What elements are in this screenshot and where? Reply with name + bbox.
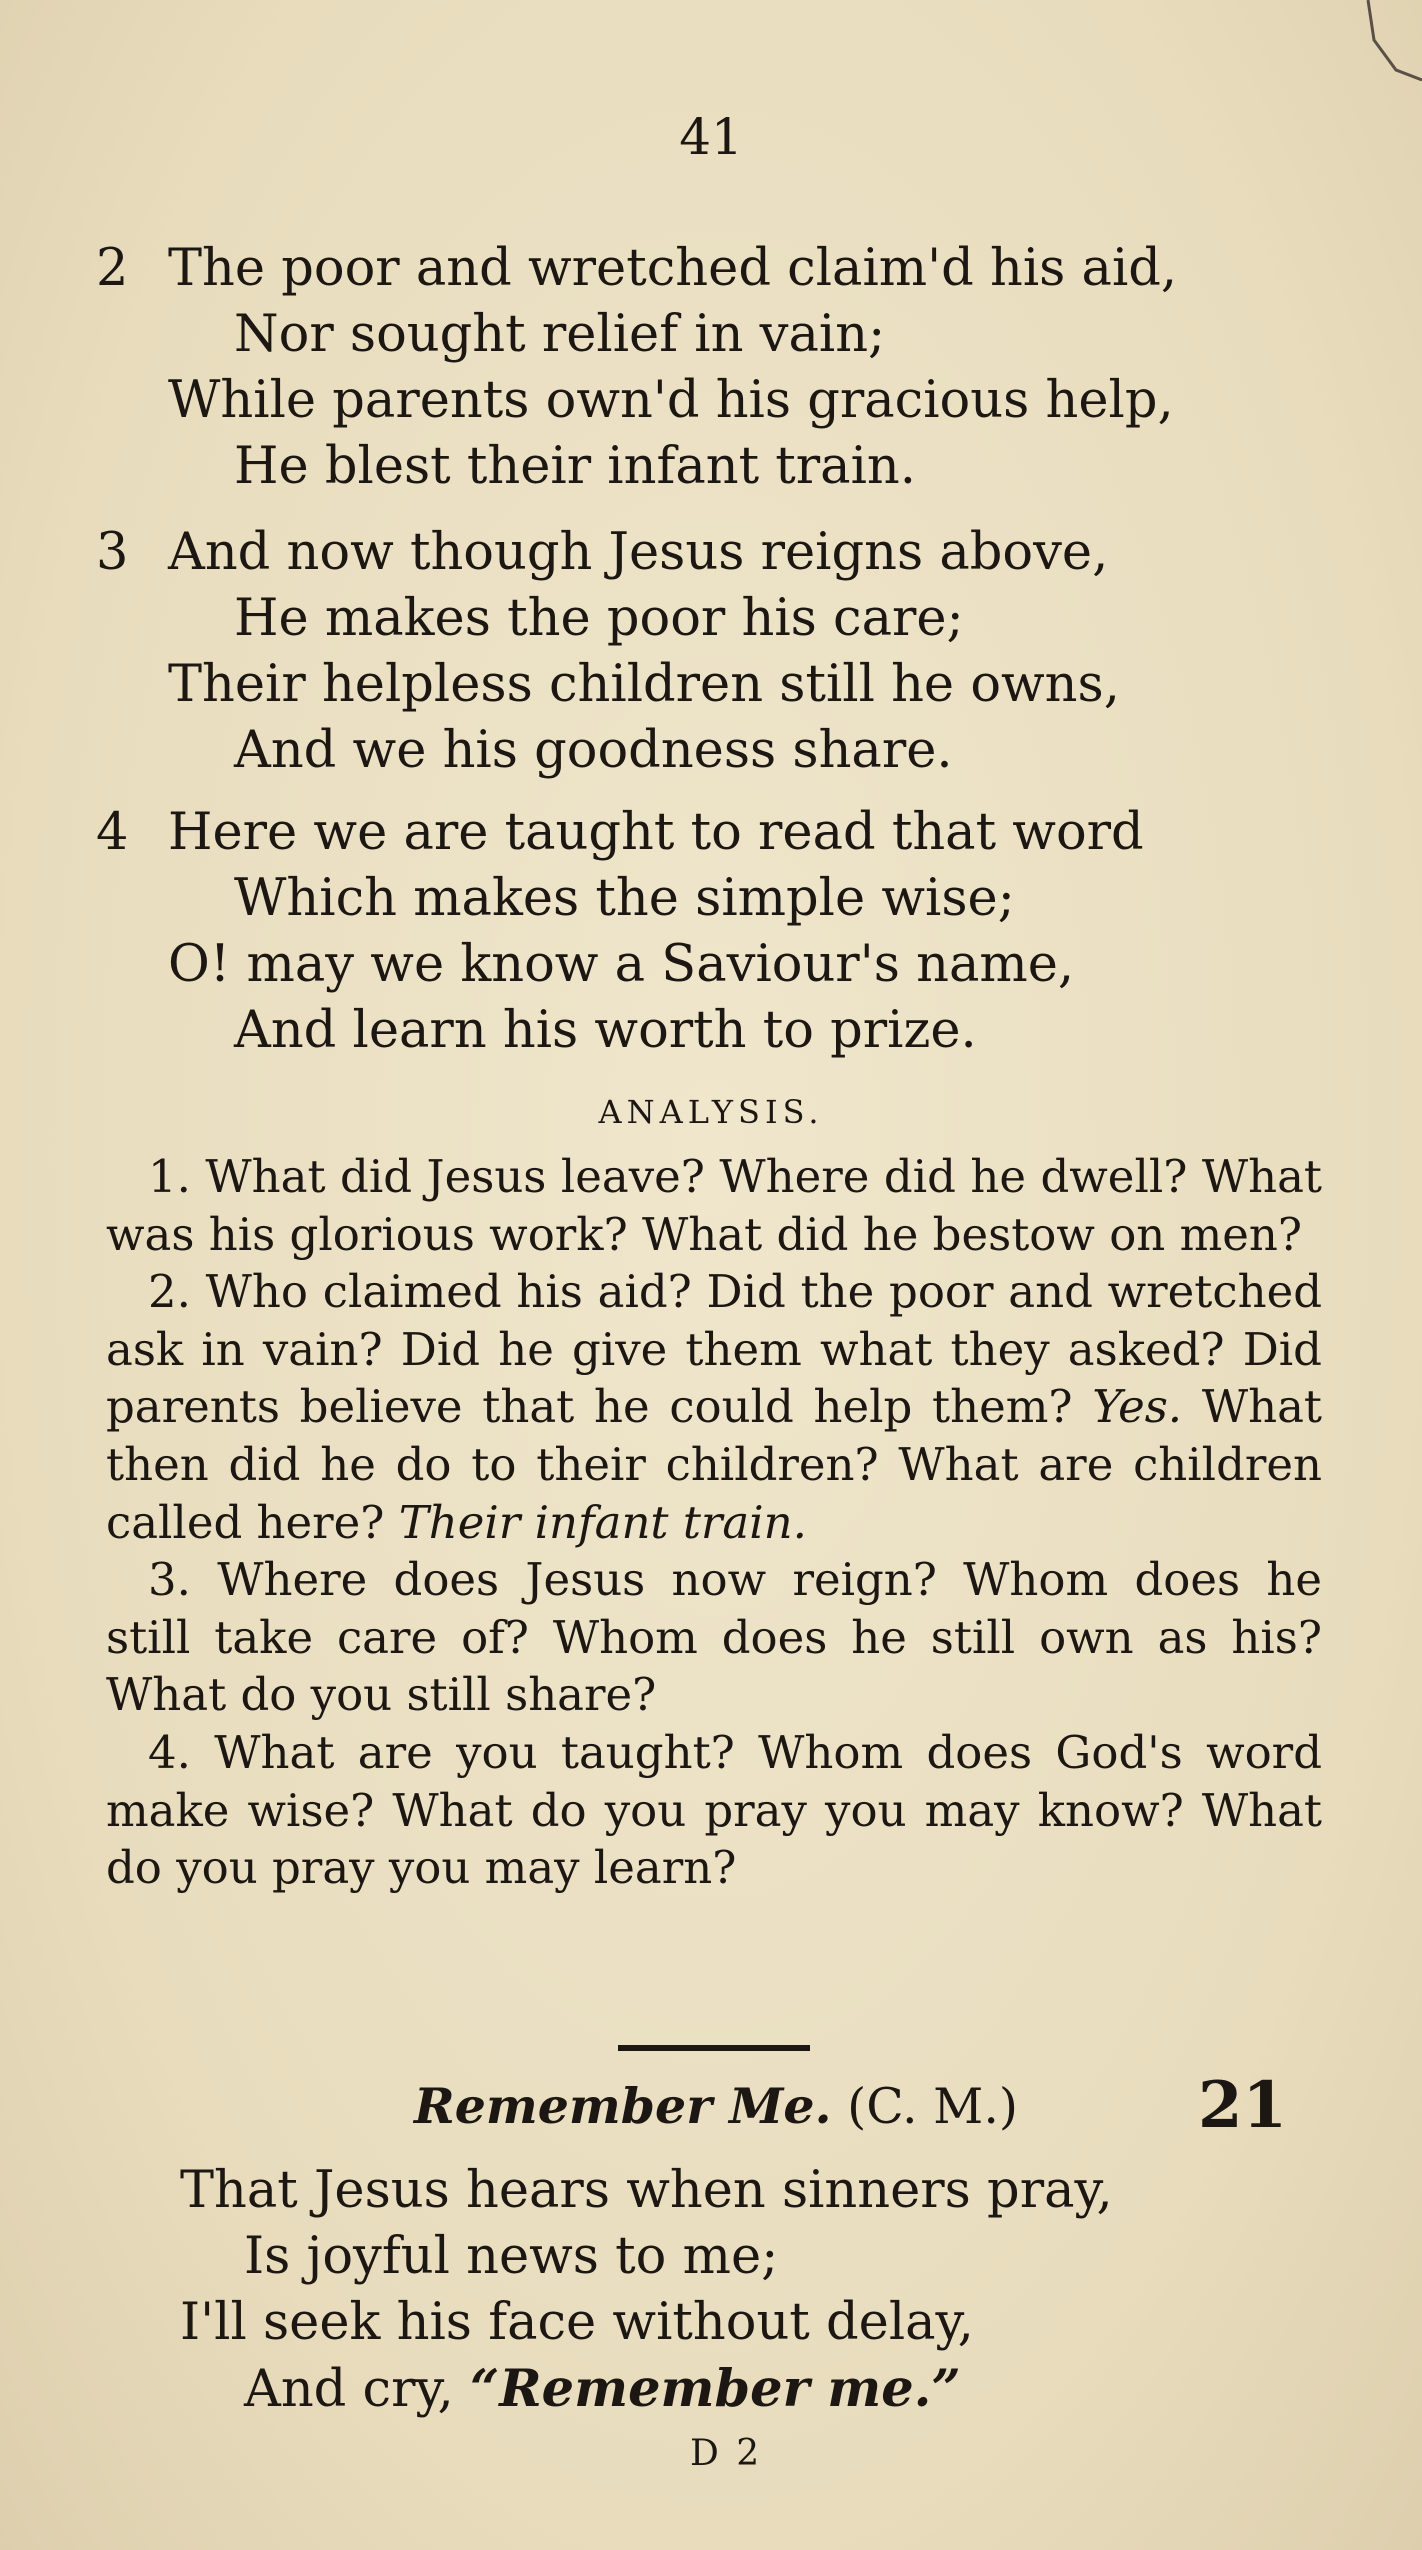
verse-line: And now though Jesus reigns above, [168,523,1109,582]
verse-line: And learn his worth to prize. [234,1001,977,1060]
verse-line: I'll seek his face without delay, [180,2293,974,2352]
analysis-paragraph-4: 4. What are you taught? Whom does God's word make wise? What do you pray you may know? What do you pray you may learn? [106,1725,1322,1895]
analysis-paragraph-3: 3. Where does Jesus now reign? Whom does he still take care of? Whom does he still own as his? What do you still share? [106,1553,1322,1722]
analysis-paragraph-1: 1. What did Jesus leave? Where did he dwell? What was his glorious work? What did he bestow on men? [106,1150,1322,1261]
analysis-questions [106,1148,1322,1897]
hymn-meter: (C. M.) [847,2078,1019,2135]
stanza-3 [96,520,1216,784]
verse-line: He blest their infant train. [234,437,916,496]
stanza-number: 4 [96,803,129,862]
question-text: 2. Who claimed his aid? Did the poor and wretched ask in vain? Did he give them what they asked? Did parents believe that he could help them? [106,1265,1322,1434]
verse-line: Their helpless children still he owns, [168,655,1120,714]
verse-line: Which makes the simple wise; [234,869,1015,928]
answer-text: Yes. [1092,1380,1183,1434]
section-divider [618,2045,810,2051]
question-text: What then did he do to their children? What are children called here? [106,1380,1322,1549]
verse-line: While parents own'd his gracious help, [168,371,1174,430]
hymn-title [414,2077,1019,2135]
verse-line: That Jesus hears when sinners pray, [180,2161,1113,2220]
verse-line: Here we are taught to read that word [168,803,1144,862]
stanza-number: 2 [96,239,129,298]
stanza-4 [96,800,1216,1064]
answer-text: Their infant train. [398,1495,807,1549]
analysis-paragraph-2 [106,1263,1322,1551]
verse-quote: “Remember me.” [469,2359,961,2419]
stanza-2 [96,236,1216,500]
analysis-heading: ANALYSIS. [598,1093,824,1131]
verse-line: Nor sought relief in vain; [234,305,886,364]
verse-line: Is joyful news to me; [244,2227,779,2286]
verse-line: The poor and wretched claim'd his aid, [168,239,1178,298]
verse-line: And we his goodness share. [234,721,953,780]
hymn-number: 21 [1198,2068,1288,2143]
verse-line [180,2356,1280,2422]
page-corner-mark [1352,0,1422,120]
printer-signature-mark: D 2 [690,2433,763,2474]
hymn-title-name: Remember Me. [414,2077,832,2135]
hymn-21-stanza-1 [180,2158,1280,2422]
page-number: 41 [679,108,743,166]
verse-line-text: And cry, [244,2360,454,2419]
stanza-number: 3 [96,523,129,582]
verse-line: He makes the poor his care; [234,589,964,648]
verse-line: O! may we know a Saviour's name, [168,935,1075,994]
